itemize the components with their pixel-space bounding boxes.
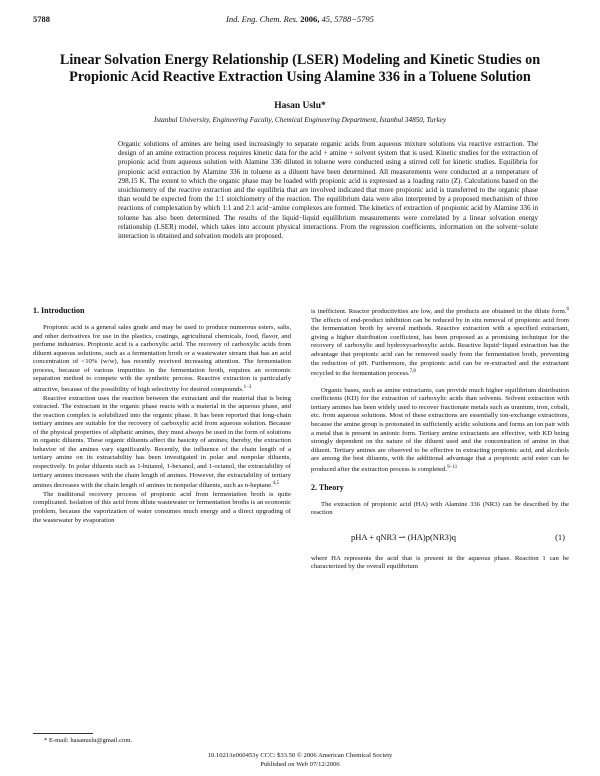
author-name: Hasan Uslu* xyxy=(274,101,326,111)
article-title: Linear Solvation Energy Relationship (LSER) Modeling and Kinetic Studies on Propionic Acid Reactive Extraction Using Alamine 336 in a Toluene Solution xyxy=(59,52,541,85)
theory-paragraph-2: where HA represents the acid that is present in the aqueous phase. Reaction 1 can be characterized by the overall equilibrium xyxy=(311,554,569,571)
published-date: Published on Web 07/12/2006 xyxy=(260,761,340,768)
journal-pages: 45, 5788−5795 xyxy=(321,14,374,24)
journal-year-volume: 2006, xyxy=(300,14,320,24)
intro-paragraph-2: Reactive extraction uses the reaction between the extractant and the material that is being extracted. The extractant in the organic phase reacts with a material in the aqueous phase, and the reaction complex is solubilized into the organic phase. It has been reported that long-chain tertiary amines are suitable for the recovery of carboxylic acid from aqueous solution. Because of the physical properties of aliphatic amines, they must always be used in the form of solutions in organic diluents. These organic diluents affect the basicity of amines; thereby, the extraction behavior of the amines vary significantly. Recently, the influence of the chain length of a tertiary amine on its extractability has been investigated in polar and nonpolar diluents, respectively. In polar diluents such as 1-butanol, 1-hexanol, and 1-octanol, the extractability of tertiary amines increases with the chain length of amines. However, the extractability of tertiary amines decreases with the chain length of amines in nonpolar diluents, such as n-heptane.$^{4,5}$ xyxy=(33,394,291,490)
author-affiliation: İstanbul University, Engineering Faculty, Chemical Engineering Department, İstanbul 34850, Turkey xyxy=(153,116,447,124)
right-paragraph-1: is inefficient. Reactor productivities are low, and the products are obtained in the dilute form.$^6$ The effects of end-product inhibition can be reduced by in situ removal of propionic acid from the fermentation broth by several methods. Reactive extraction with a specified extractant, giving a higher distribution coefficient, has been proposed as a promising technique for the recovery of carboxylic and hydroxycarboxylic acids. Reactive liquid−liquid extraction has the advantage that propionic acid can be removed easily from the fermentation broth, preventing the reduction of pH. Furthermore, the propionic acid can be re-extracted and the extractant recycled to the fermentation process.$^{7,8}$ xyxy=(311,307,569,378)
theory-heading: 2. Theory xyxy=(311,482,344,492)
citation-ref[interactable]: 6 xyxy=(566,307,569,312)
footnote-email: * E-mail: hasanuslu@gmail.com. xyxy=(44,737,133,744)
equation-1 xyxy=(311,532,569,543)
citation-ref[interactable]: 9−11 xyxy=(447,464,458,470)
citation-ref[interactable]: 1−3 xyxy=(243,384,252,390)
abstract: Organic solutions of amines are being used increasingly to separate organic acids from aqueous mixture solutions via reactive extraction. The design of an amine extraction process requires kinetic data for the acid + amine + solvent system that is used. Kinetic studies for the extraction of propionic acid from aqueous solution with Alamine 336 diluted in toluene were conducted using a stirred cell for kinetic studies. Equilibria for propionic acid extraction by Alamine 336 in toluene as a diluent have been determined. All measurements were conducted at a temperature of 298.15 K. The extent to which the organic phase may be loaded with propionic acid is expressed as a loading ratio (Z). Calculations based on the stoichiometry of the reactive extraction and the equilibria that are involved indicated that more propionic acid is transferred to the organic phase than would be expected from the 1:1 stoichiometry of the reaction. The equilibrium data were also interpreted by a proposed mechanism of three reactions of complexation by which 1:1 and 2:1 acid−amine complexes are formed. The kinetics of extraction of propionic acid by Alamine 336 in toluene has also been determined. The results of the liquid−liquid equilibrium measurements were correlated by a linear solvation energy relationship (LSER) model, which takes into account physical interactions. From the regression coefficients, information on the solvent−solute interaction is obtained and solvation models are proposed. xyxy=(118,140,538,241)
theory-paragraph: The extraction of propionic acid (HA) with Alamine 336 (NR3) can be described by the reaction xyxy=(311,500,569,517)
intro-paragraph-1: Propionic acid is a general sales grade and may be used to produce numerous esters, salts, and other derivatives for use in the plastics, coatings, agricultural chemicals, food, flavor, and perfume industries. Propionic acid is a carboxylic acid. The recovery of carboxylic acids from diluent aqueous solutions, such as a fermentation broth or a wastewater stream that has an acid concentration of <10% (w/w), has recently received increasing attention. The fermentation process, because of various impurities in the fermentation broth, requires an economic separation method to compete with the synthetic process. Reactive extraction is particularly attractive, because of the possibility of high selectivity for desired compounds.$^{1-3}$ xyxy=(33,324,291,394)
introduction-heading: 1. Introduction xyxy=(33,306,85,315)
right-column xyxy=(311,306,569,572)
citation-ref[interactable]: 7,8 xyxy=(409,369,416,375)
footnote-divider xyxy=(33,733,93,734)
equation-number: (1) xyxy=(555,532,565,543)
citation-ref[interactable]: 4,5 xyxy=(272,481,280,487)
doi-line: 10.1021/ie060453y CCC: $33.50 © 2006 American Chemical Society xyxy=(207,752,393,759)
page-number: 5788 xyxy=(33,14,50,24)
equation-body: pHA + qNR3 ⇀ (HA)p(NR3)q xyxy=(351,531,456,542)
journal-name: Ind. Eng. Chem. Res. xyxy=(226,14,299,24)
journal-citation xyxy=(0,14,600,24)
left-column xyxy=(33,306,291,525)
right-paragraph-2: Organic bases, such as amine extractants, can provide much higher equilibrium distribution coefficients (KD) for the extraction of carboxylic acids than solvents. Solvent extraction with tertiary amines has been widely used to recover fractionate metals such as uranium, iron, cobalt, etc. from aqueous solutions. Most of these extractions are essentially ion-exchange extractions, because the amine group is protonated in sufficiently acidic solutions and forms an ion pair with a metal that is present in anionic form. Tertiary amine extractants are effective, with KD being strongly dependent on the nature of the diluent used and the concentration of amine in that diluent. Tertiary amines are observed to be effective in extracting propionic acid, and alcohols are among the best diluents, with the additional advantage that a propionic acid ester can be produced after the extraction process is completed.$^{9-11}$ xyxy=(311,386,569,473)
intro-paragraph-3: The traditional recovery process of propionic acid from fermentation broth is quite complicated. Isolation of this acid from dilute wastewater or fermentation broths is an economic problem, because the vaporization of water consumes much energy and a direct upgrading of the wastewater by evaporation xyxy=(33,490,291,524)
